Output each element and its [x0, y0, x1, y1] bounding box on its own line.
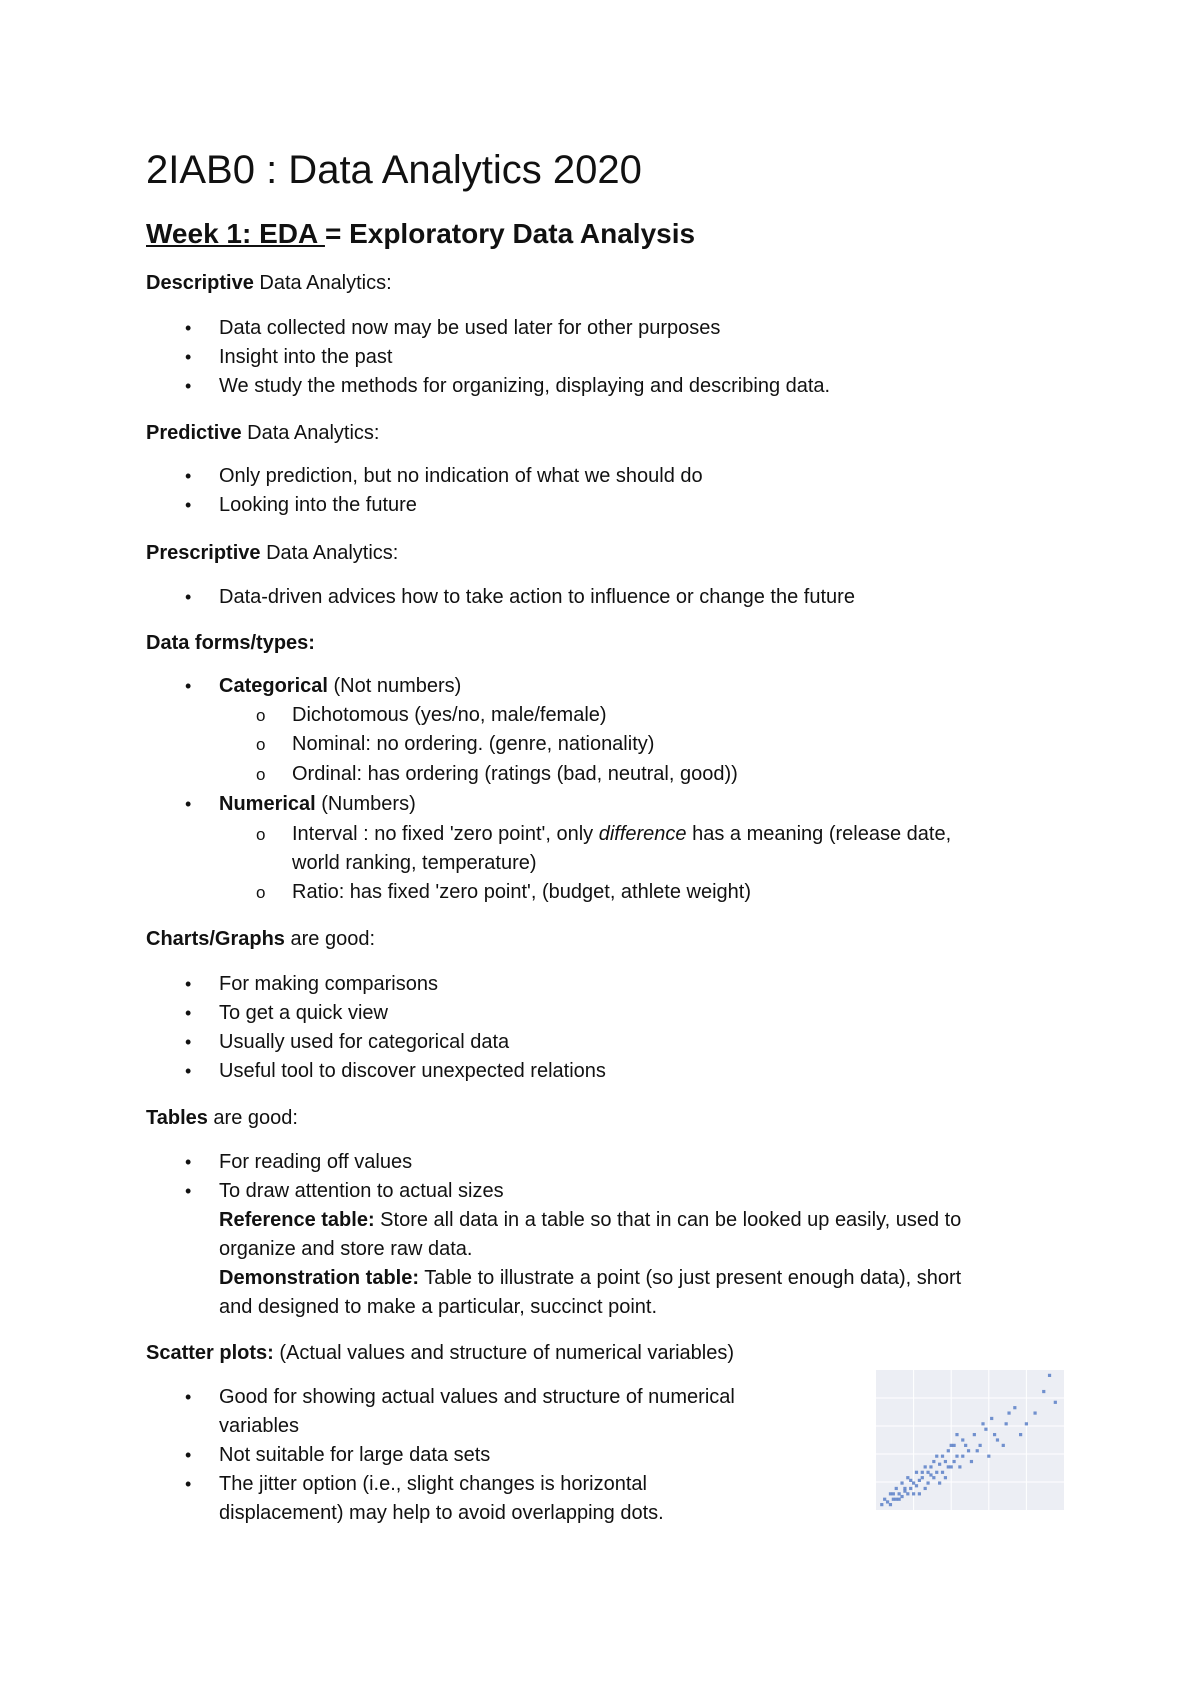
sub-bullet-icon: o [256, 765, 266, 784]
scatter-point [906, 1492, 909, 1495]
reference-table-line2: organize and store raw data. [219, 1238, 473, 1260]
scatter-point [952, 1460, 955, 1463]
scatter-point [990, 1417, 993, 1420]
scatter-point [889, 1492, 892, 1495]
scatter-point [883, 1498, 886, 1501]
scatter-point [950, 1444, 953, 1447]
bullet-icon: • [185, 974, 192, 994]
bullet-icon: • [185, 1032, 192, 1052]
scatter-point [880, 1503, 883, 1506]
bullet-icon: • [185, 347, 192, 367]
list-item: For reading off values [219, 1151, 413, 1173]
list-item-numerical: Numerical (Numbers) [219, 793, 416, 815]
scatter-point [935, 1471, 938, 1474]
scatter-point [912, 1481, 915, 1484]
scatter-point [973, 1433, 976, 1436]
week-heading [146, 218, 695, 250]
scatter-point [1013, 1406, 1016, 1409]
scatter-point [984, 1428, 987, 1431]
scatter-point [1054, 1401, 1057, 1404]
scatter-point [929, 1473, 932, 1476]
scatter-point [993, 1433, 996, 1436]
list-item: To draw attention to actual sizes [219, 1180, 504, 1202]
scatter-point [961, 1455, 964, 1458]
week-heading-underlined: Week 1: EDA [146, 218, 325, 249]
list-item: The jitter option (i.e., slight changes is horizontal [219, 1473, 647, 1495]
scatter-point [929, 1465, 932, 1468]
reference-table-line1: Reference table: Store all data in a table so that in can be looked up easily, used to [219, 1209, 962, 1231]
scatter-plot-thumbnail [848, 1366, 1068, 1526]
list-item-cont: variables [219, 1415, 300, 1437]
scatter-point [900, 1495, 903, 1498]
scatter-point [981, 1422, 984, 1425]
list-item: Data-driven advices how to take action to influence or change the future [219, 586, 855, 608]
scatter-point [900, 1481, 903, 1484]
document-title: 2IAB0 : Data Analytics 2020 [146, 148, 642, 192]
scatter-point [938, 1463, 941, 1466]
scatter-point [886, 1500, 889, 1503]
scatter-point [944, 1476, 947, 1479]
scatter-point [938, 1481, 941, 1484]
scatter-point [921, 1471, 924, 1474]
sub-list-item: Nominal: no ordering. (genre, nationality) [292, 733, 655, 755]
bullet-icon: • [185, 794, 192, 814]
demonstration-table-line2: and designed to make a particular, succinct point. [219, 1296, 658, 1318]
scatter-point [976, 1449, 979, 1452]
list-item: Data collected now may be used later for other purposes [219, 317, 721, 339]
scatter-point [958, 1465, 961, 1468]
list-item: For making comparisons [219, 973, 438, 995]
scatter-point [924, 1487, 927, 1490]
scatter-point [918, 1479, 921, 1482]
scatter-point [1002, 1444, 1005, 1447]
sub-bullet-icon: o [256, 825, 266, 844]
scatter-point [918, 1492, 921, 1495]
scatter-point [903, 1487, 906, 1490]
list-item: To get a quick view [219, 1002, 388, 1024]
scatter-point [1033, 1411, 1036, 1414]
scatter-point [892, 1492, 895, 1495]
list-item: Useful tool to discover unexpected relations [219, 1060, 606, 1082]
scatter-point [921, 1476, 924, 1479]
scatter-point [915, 1484, 918, 1487]
scatter-point [950, 1465, 953, 1468]
sub-bullet-icon: o [256, 706, 266, 725]
scatter-point [898, 1492, 901, 1495]
scatter-point [1005, 1422, 1008, 1425]
scatter-point [967, 1449, 970, 1452]
sub-list-item: Dichotomous (yes/no, male/female) [292, 704, 607, 726]
scatter-point [1007, 1411, 1010, 1414]
prescriptive-heading: Prescriptive Data Analytics: [146, 542, 399, 564]
tables-heading: Tables are good: [146, 1107, 298, 1129]
predictive-heading: Predictive Data Analytics: [146, 422, 380, 444]
scatter-point [947, 1449, 950, 1452]
scatter-point [898, 1498, 901, 1501]
scatter-point [970, 1460, 973, 1463]
bullet-icon: • [185, 1474, 192, 1494]
scatter-point [947, 1465, 950, 1468]
scatter-point [895, 1487, 898, 1490]
scatter-point [941, 1471, 944, 1474]
scatter-point [1025, 1422, 1028, 1425]
bullet-icon: • [185, 1061, 192, 1081]
list-item: Good for showing actual values and structure of numerical [219, 1386, 735, 1408]
bullet-icon: • [185, 318, 192, 338]
scatter-point [944, 1460, 947, 1463]
scatter-point [932, 1460, 935, 1463]
sub-list-item-ratio: Ratio: has fixed 'zero point', (budget, athlete weight) [292, 881, 752, 903]
list-item: We study the methods for organizing, displaying and describing data. [219, 375, 831, 397]
scatter-point [979, 1444, 982, 1447]
sub-list-item-interval: Interval : no fixed 'zero point', only difference has a meaning (release date, [292, 823, 952, 845]
scatter-point [926, 1481, 929, 1484]
scatter-point [964, 1444, 967, 1447]
scatter-point [892, 1498, 895, 1501]
sub-bullet-icon: o [256, 735, 266, 754]
scatter-point [909, 1487, 912, 1490]
bullet-icon: • [185, 587, 192, 607]
list-item: Usually used for categorical data [219, 1031, 510, 1053]
list-item-categorical: Categorical (Not numbers) [219, 675, 462, 697]
scatter-point [895, 1498, 898, 1501]
list-item: Looking into the future [219, 494, 417, 516]
bullet-icon: • [185, 376, 192, 396]
scatter-point [909, 1479, 912, 1482]
descriptive-heading: Descriptive Data Analytics: [146, 272, 392, 294]
week-heading-rest: = Exploratory Data Analysis [324, 218, 696, 249]
scatter-point [996, 1438, 999, 1441]
list-item: Insight into the past [219, 346, 393, 368]
bullet-icon: • [185, 1445, 192, 1465]
scatter-point [912, 1492, 915, 1495]
scatter-point [889, 1503, 892, 1506]
sub-list-item: Ordinal: has ordering (ratings (bad, neutral, good)) [292, 763, 738, 785]
scatter-point [987, 1455, 990, 1458]
bullet-icon: • [185, 495, 192, 515]
scatter-point [961, 1438, 964, 1441]
bullet-icon: • [185, 1152, 192, 1172]
scatter-point [906, 1476, 909, 1479]
list-item-cont: displacement) may help to avoid overlapping dots. [219, 1502, 664, 1524]
scatter-point [941, 1455, 944, 1458]
scatter-point [915, 1471, 918, 1474]
scatter-heading: Scatter plots: (Actual values and structure of numerical variables) [146, 1342, 735, 1364]
scatter-point [932, 1476, 935, 1479]
sub-bullet-icon: o [256, 883, 266, 902]
scatter-point [955, 1433, 958, 1436]
bullet-icon: • [185, 676, 192, 696]
scatter-point [935, 1455, 938, 1458]
forms-heading: Data forms/types: [146, 632, 315, 654]
bullet-icon: • [185, 1003, 192, 1023]
scatter-point [926, 1471, 929, 1474]
scatter-point [1042, 1390, 1045, 1393]
scatter-point [955, 1455, 958, 1458]
list-item: Only prediction, but no indication of what we should do [219, 465, 703, 487]
bullet-icon: • [185, 1387, 192, 1407]
list-item: Not suitable for large data sets [219, 1444, 491, 1466]
bullet-icon: • [185, 466, 192, 486]
charts-heading: Charts/Graphs are good: [146, 928, 376, 950]
scatter-point [1019, 1433, 1022, 1436]
scatter-point [952, 1444, 955, 1447]
scatter-point [924, 1465, 927, 1468]
scatter-point [1048, 1374, 1051, 1377]
demonstration-table-line1: Demonstration table: Table to illustrate a point (so just present enough data), short [219, 1267, 962, 1289]
bullet-icon: • [185, 1181, 192, 1201]
sub-list-item-interval-cont: world ranking, temperature) [292, 852, 537, 874]
